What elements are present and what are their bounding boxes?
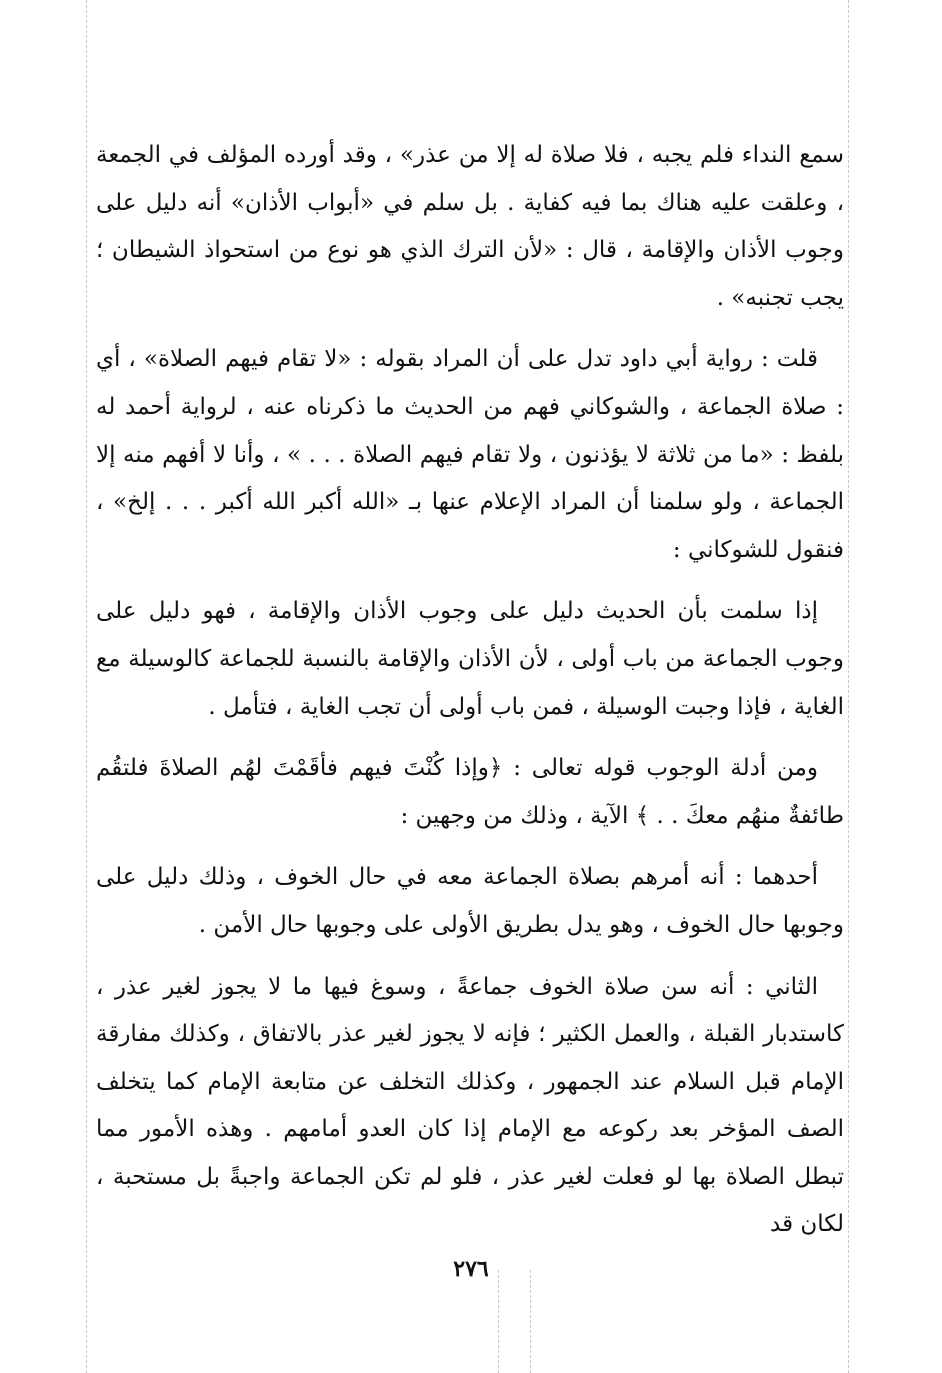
paragraph-first-aspect: أحدهما : أنه أمرهم بصلاة الجماعة معه في حال الخوف ، وذلك دليل على وجوبها حال الخوف ، وهو يدل بطريق الأولى على وجوبها حال الأمن . bbox=[96, 864, 844, 938]
scan-guide-line bbox=[86, 0, 87, 1373]
scan-guide-line bbox=[848, 0, 849, 1373]
scan-guide-line bbox=[498, 1270, 499, 1373]
paragraph-second-aspect: الثاني : أنه سن صلاة الخوف جماعةً ، وسوغ فيها ما لا يجوز لغير عذر ، كاستدبار القبلة ، والعمل الكثير ؛ فإنه لا يجوز لغير عذر بالاتفاق ، وكذلك مفارقة الإمام قبل السلام عند الجمهور ، وكذلك التخلف عن متابعة الإمام كما يتخلف الصف المؤخر بعد ركوعه مع الإمام إذا كان العدو أمامهم . وهذه الأمور مما تبطل الصلاة بها لو فعلت لغير عذر ، فلو لم تكن الجماعة واجبةً بل مستحبة ، لكان قد bbox=[96, 973, 844, 1238]
paragraph-continuation: سمع النداء فلم يجبه ، فلا صلاة له إلا من عذر» ، وقد أورده المؤلف في الجمعة ، وعلقت عليه هناك بما فيه كفاية . بل سلم في «أبواب الأذان» أنه دليل على وجوب الأذان والإقامة ، قال : «لأن الترك الذي هو نوع من استحواذ الشيطان ؛ يجب تجنبه» . bbox=[96, 142, 844, 311]
paragraph-reply-to-shawkani: إذا سلمت بأن الحديث دليل على وجوب الأذان والإقامة ، فهو دليل على وجوب الجماعة من باب أولى ، لأن الأذان والإقامة بالنسبة للجماعة كالوسيلة مع الغاية ، فإذا وجبت الوسيلة ، فمن باب أولى أن تجب الغاية ، فتأمل . bbox=[96, 598, 844, 720]
paragraph-evidence-verse: ومن أدلة الوجوب قوله تعالى : ﴿وإذا كُنْتَ فيهم فأقَمْتَ لهُم الصلاةَ فلتقُم طائفةٌ منهُم معكَ . . ﴾ الآية ، وذلك من وجهين : bbox=[96, 755, 844, 829]
page-number: ٢٧٦ bbox=[453, 1256, 489, 1282]
paragraph-qult: قلت : رواية أبي داود تدل على أن المراد بقوله : «لا تقام فيهم الصلاة» ، أي : صلاة الجماعة ، والشوكاني فهم من الحديث ما ذكرناه عنه ، لرواية أحمد له بلفظ : «ما من ثلاثة لا يؤذنون ، ولا تقام فيهم الصلاة . . . » ، وأنا لا أفهم منه إلا الجماعة ، ولو سلمنا أن المراد الإعلام عنها بـ «الله أكبر الله أكبر . . . إلخ» ، فنقول للشوكاني : bbox=[96, 346, 844, 563]
page-body-text bbox=[96, 132, 844, 1249]
scan-guide-line bbox=[530, 1270, 531, 1373]
